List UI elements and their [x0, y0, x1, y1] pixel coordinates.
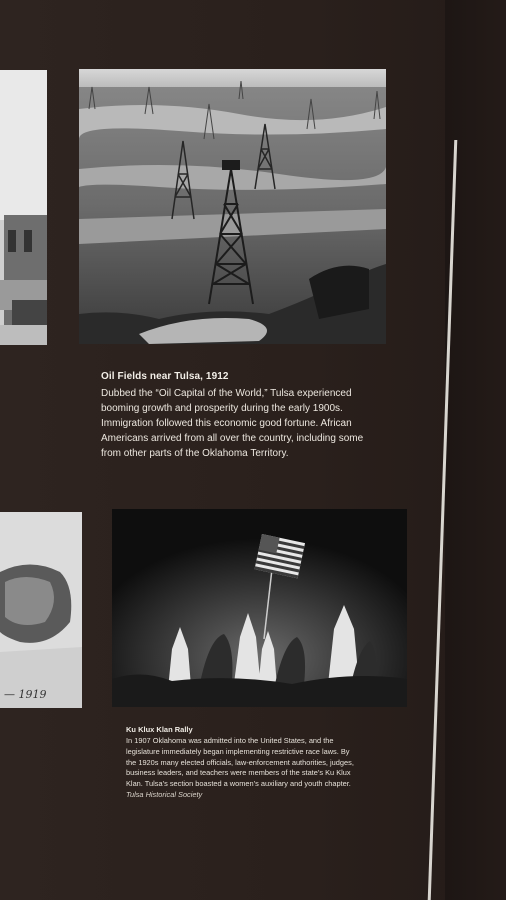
rally-caption-line: the 1920s many elected officials, law-enforcement authorities, judges, [126, 757, 354, 767]
adjacent-wall [445, 0, 506, 900]
rally-caption-body [126, 736, 406, 801]
oil-caption-title: Oil Fields near Tulsa, 1912 [101, 371, 229, 382]
lower-left-photo [0, 512, 82, 708]
rally-caption-line: legislature immediately began implementing restrictive race laws. By [126, 746, 350, 756]
oil-caption-line: from other parts of the Oklahoma Territory. [101, 448, 289, 459]
klan-rally-photo [112, 509, 407, 707]
building-photo [0, 70, 47, 345]
oil-caption-body [101, 386, 391, 461]
rally-caption-title: Ku Klux Klan Rally [126, 725, 193, 734]
rally-caption-line: In 1907 Oklahoma was admitted into the United States, and the [126, 736, 334, 745]
rally-caption-line: Klan. Tulsa’s section boasted a women’s auxiliary and youth chapter. [126, 779, 351, 789]
oil-caption-line: Americans arrived from all over the country, including some [101, 433, 364, 444]
oil-fields-photo [79, 69, 386, 344]
oil-caption-line: booming growth and prosperity during the early 1900s. [101, 403, 343, 414]
rally-caption-line: business leaders, and teachers were members of the state’s Ku Klux [126, 768, 351, 778]
oil-caption-line: Dubbed the “Oil Capital of the World,” Tulsa experienced [101, 388, 352, 399]
handwritten-year: — 1919 [4, 688, 47, 701]
photo-credit: Tulsa Historical Society [126, 789, 203, 799]
oil-caption-line: Immigration followed this economic good fortune. African [101, 418, 352, 429]
